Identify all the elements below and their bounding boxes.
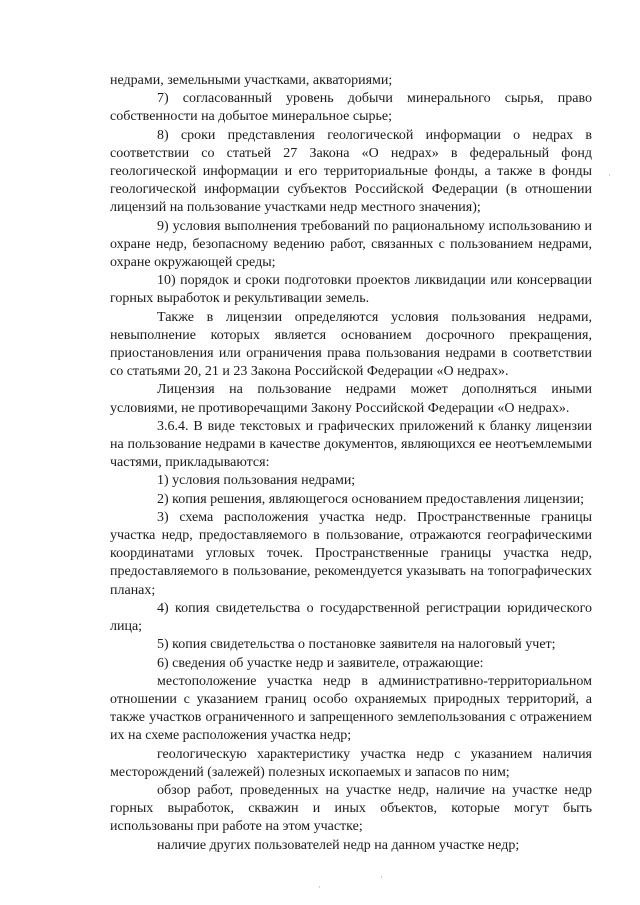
- paragraph-other-users: наличие других пользователей недр на данном участке недр;: [157, 837, 520, 853]
- paragraph-attachment-5: 5) копия свидетельства о постановке заявителя на налоговый учет;: [157, 637, 556, 653]
- scan-speck: ·: [380, 872, 383, 882]
- paragraph-attachment-3: 3) схема расположения участка недр. Пространственные границы участка недр, предоставляемого в пользование, отражаются географическими координатами угловых точек. Пространственные границы участка недр, предоставляемого в пользование, рекомендуется указывать на топографических планах;: [110, 509, 592, 598]
- paragraph-item-9: 9) условия выполнения требований по рациональному использованию и охране недр, безопасному ведению работ, связанных с пользованием недрами, охране окружающей среды;: [110, 218, 592, 271]
- paragraph-license-conditions: Также в лицензии определяются условия пользования недрами, невыполнение которых является основанием досрочного прекращения, приостановления или ограничения права пользования недрами в соответствии со статьями 20, 21 и 23 Закона Российской Федерации «О недрах».: [110, 309, 592, 380]
- paragraph-attachment-6: 6) сведения об участке недр и заявителе, отражающие:: [157, 655, 484, 671]
- paragraph-continuation: недрами, земельными участками, акваториями;: [110, 73, 393, 88]
- paragraph-attachment-4: 4) копия свидетельства о государственной регистрации юридического лица;: [110, 600, 592, 635]
- paragraph-section-3-6-4: 3.6.4. В виде текстовых и графических приложений к бланку лицензии на пользование недрами в качестве документов, являющихся ее неотъемлемыми частями, прикладываются:: [110, 418, 592, 471]
- paragraph-item-10: 10) порядок и сроки подготовки проектов ликвидации или консервации горных выработок и рекультивации земель.: [110, 273, 592, 307]
- paragraph-location: местоположение участка недр в административно-территориальном отношении с указанием границ особо охраняемых природных территорий, а также участков ограниченного и запрещенного землепользования с отражением их на схеме расположения участка недр;: [110, 673, 592, 744]
- paragraph-attachment-1: 1) условия пользования недрами;: [157, 473, 356, 489]
- paragraph-geology: геологическую характеристику участка недр с указанием наличия месторождений (залежей) полезных ископаемых и запасов по ним;: [110, 746, 592, 780]
- paragraph-item-8: 8) сроки представления геологической информации о недрах в соответствии со статьей 27 Закона «О недрах» в федеральный фонд геологической информации и его территориальные фонды, а также в фонды геологической информации субъектов Российской Федерации (в отношении лицензий на пользование участками недр местного значения);: [110, 127, 592, 216]
- paragraph-works-review: обзор работ, проведенных на участке недр, наличие на участке недр горных выработок, скважин и иных объектов, которые могут быть использованы при работе на этом участке;: [110, 782, 592, 835]
- scan-speck: ·: [318, 882, 321, 892]
- paragraph-item-7: 7) согласованный уровень добычи минерального сырья, право собственности на добытое минеральное сырье;: [110, 91, 592, 125]
- paragraph-attachment-2: 2) копия решения, являющегося основанием предоставления лицензии;: [157, 491, 585, 507]
- paragraph-license-supplement: Лицензия на пользование недрами может дополняться иными условиями, не противоречащими Закону Российской Федерации «О недрах».: [110, 382, 592, 416]
- document-body: [110, 72, 592, 855]
- scan-speck: ·: [608, 170, 611, 180]
